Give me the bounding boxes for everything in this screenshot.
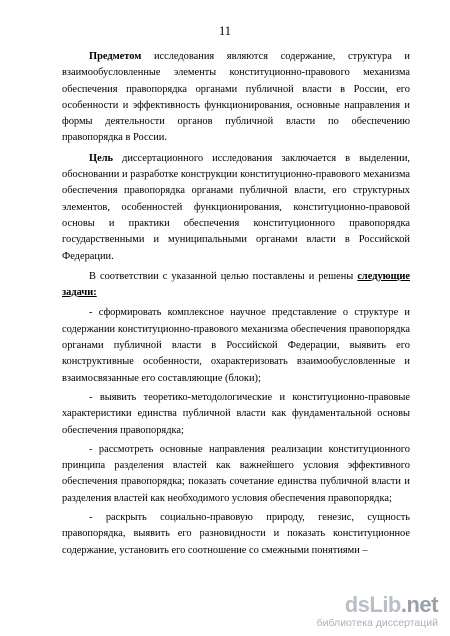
paragraph-text: диссертационного исследования заключается в выделении, обосновании и разработке конструкции конституционно-правового механизма обеспечения правопорядка органами публичной власти, его структурных элементов, особенностей функционирования, конституционно-правовой основы и практики обеспечения конституционного правопорядка государственными и муниципальными органами власти в Российской Федерации.: [62, 152, 410, 262]
watermark: [288, 592, 438, 630]
task-item: - выявить теоретико-методологические и конституционно-правовые характеристики единства публичной власти как фундаментальной основы обеспечения правопорядка;: [62, 391, 410, 436]
paragraph-text: исследования являются содержание, структура и взаимообусловленные элементы конституционно-правового механизма обеспечения правопорядка органами публичной власти в России, его особенности и эффективность функционирования, основные направления и формы деятельности органов публичной власти по обеспечению правопорядка в России.: [62, 51, 410, 144]
task-item: - рассмотреть основные направления реализации конституционного принципа разделения властей как важнейшего условия эффективного обеспечения правопорядка; показать сочетание единства публичной власти и разделения властей как необходимого условия обеспечения правопорядка;: [62, 443, 410, 504]
paragraph-text: В соответствии с указанной целью поставлены и решены: [89, 270, 358, 282]
watermark-subtitle: библиотека диссертаций: [316, 617, 438, 629]
tasks-heading: следующие задачи:: [62, 270, 410, 299]
watermark-logo-suffix: .net: [400, 592, 438, 617]
document-body: [62, 49, 410, 562]
page-number: 11: [218, 24, 232, 38]
watermark-logo-text: dsLib: [344, 592, 401, 617]
paragraph-subject: [62, 49, 410, 147]
task-item: - сформировать комплексное научное представление о структуре и содержании конституционно-правового механизма обеспечения правопорядка органами публичной власти в Российской Федерации, выявить его конструктивные особенности, охарактеризовать взаимообусловленные и взаимосвязанные его составляющие (блоки);: [62, 307, 410, 384]
paragraph-goal: [62, 151, 410, 265]
term-subject: Предметом: [89, 51, 142, 62]
paragraph-tasks-intro: [62, 269, 410, 302]
term-goal-label: Цель: [89, 152, 114, 164]
task-item: - раскрыть социально-правовую природу, генезис, сущность правопорядка, выявить его разновидности и показать конституционное содержание, установить его соотношение со смежными понятиями –: [62, 512, 410, 556]
watermark-logo: [345, 592, 438, 618]
